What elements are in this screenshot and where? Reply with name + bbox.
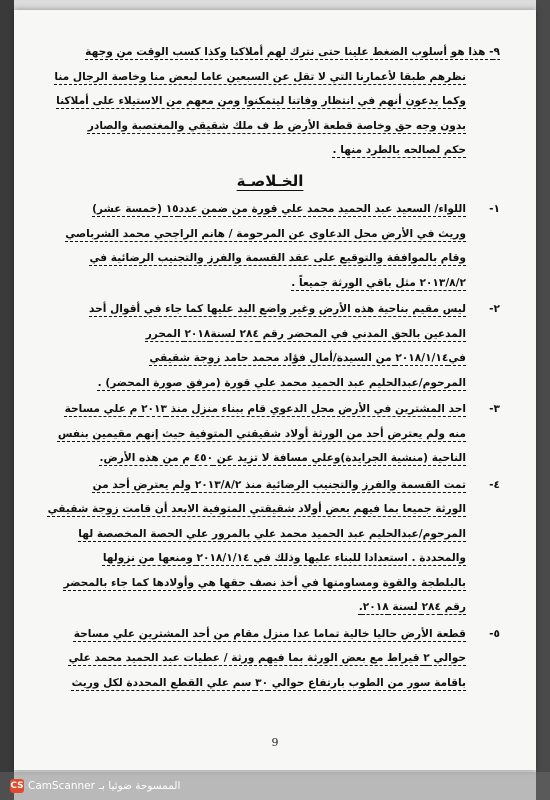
summary-item-4 bbox=[40, 473, 500, 620]
item-line: تمت القسمة والفرز والتجنيب الرضائية منذ ٢٠١٣/٨/٢ ولم يعترض أحد من bbox=[92, 478, 466, 491]
item-line: قطعة الأرض حاليا خالية تماما عدا منزل مقام من أحد المشترين علي مساحة bbox=[73, 627, 466, 640]
item-line: وقام بالموافقة والتوقيع على عقد القسمة والفرز والتجنيب الرضائية في bbox=[89, 252, 466, 264]
item-number: ٢- bbox=[489, 303, 500, 315]
item-line: بالبلطجة والقوة ومساومتها في أخذ نصف حقها هي وأولادها كما جاء بالمحضر bbox=[63, 576, 466, 589]
camscanner-badge bbox=[10, 779, 180, 793]
item-line: منه ولم يعترض أحد من الورثة أولاد شقيقتي المتوفية حيث إنهم مقيمين بنفس bbox=[57, 427, 466, 440]
item-number: ٥- bbox=[489, 627, 500, 640]
summary-item-3 bbox=[40, 397, 500, 471]
scanned-with-label: الممسوحة ضوئيا بـ bbox=[98, 780, 181, 792]
item-line: الناحية (منشية الجرايدة)وعلي مسافة لا تزيد عن ٤٥٠ م من هذه الأرض. bbox=[99, 452, 466, 464]
scan-left-edge bbox=[0, 0, 14, 800]
document-body bbox=[40, 40, 500, 697]
item-line: والمحددة . استعدادا للبناء عليها وذلك في ٢٠١٨/١/١٤ ومنعها من نزولها bbox=[102, 552, 466, 564]
scanner-watermark-bar bbox=[0, 772, 550, 800]
item-line: رقم ٢٨٤ لسنة ٢٠١٨. bbox=[358, 601, 466, 613]
item-line: الورثة جميعا بما فيهم بعض أولاد شقيقتي المتوفية الابعد أن قامت زوجة شقيقي bbox=[47, 503, 466, 515]
item-line: اللواء/ السعيد عبد الحميد محمد علي قورة من ضمن عدد١٥ (خمسة عشر) bbox=[92, 203, 466, 215]
item-line: احد المشترين في الأرض محل الدعوي قام ببناء منزل منذ ٢٠١٣ م علي مساحة bbox=[64, 403, 466, 415]
intro-line: وكما يدعون أنهم في انتظار وفاتنا ليتمكنوا ومن معهم من الاستيلاء على أملاكنا bbox=[56, 95, 466, 107]
item-line: وريث في الأرض محل الدعاوى عن المرحومة / هانم الراجحي محمد الشرباصي bbox=[65, 227, 466, 240]
page-number: 9 bbox=[271, 736, 279, 749]
intro-line: حكم لصالحه بالطرد منها . bbox=[332, 144, 466, 156]
item-number: ٣- bbox=[489, 403, 500, 415]
intro-line: ٩- هذا هو أسلوب الضغط علينا حتى نترك لهم أملاكنا وكذا كسب الوقت من وجهة bbox=[85, 46, 500, 58]
summary-item-1 bbox=[40, 197, 500, 295]
scan-right-edge bbox=[536, 0, 550, 800]
item-number: ٤- bbox=[489, 478, 500, 491]
camscanner-name: CamScanner bbox=[28, 780, 95, 792]
item-line: في٢٠١٨/١/١٤ من السيدة/أمال فؤاد محمد حامد زوجة شقيقي bbox=[149, 352, 466, 364]
item-line: ليس مقيم بناحية هذه الأرض وغير واضع اليد عليها كما جاء في أقوال أحد bbox=[89, 303, 466, 315]
item-line: ٢٠١٣/٨/٢ مثل باقي الورثة جميعاً . bbox=[291, 276, 466, 289]
intro-line: نظرهم طبقا لأعمارنا التي لا تقل عن السبعين عاما لبعض منا وخاصة الرجال منا bbox=[54, 70, 466, 83]
intro-line: بدون وجه حق وخاصة قطعة الأرض ط ف ملك شقيقي والمغتصبة والصادر bbox=[87, 119, 466, 132]
item-number: ١- bbox=[489, 203, 500, 215]
camscanner-logo-icon: CS bbox=[10, 781, 24, 791]
item-line: المرحوم/عبدالحليم عبد الحميد محمد علي بالمرور علي الحصة المخصصة لها bbox=[78, 527, 466, 540]
summary-item-5 bbox=[40, 622, 500, 696]
item-line: باقامة سور من الطوب بارتفاع حوالي ٣٠ سم علي القطع المحددة لكل وريث bbox=[71, 676, 466, 689]
summary-item-2 bbox=[40, 297, 500, 395]
item-line: المرحوم/عبدالحليم عبد الحميد محمد علي قورة (مرفق صورة المحضر) . bbox=[97, 376, 466, 389]
item-line: المدعين بالحق المدني في المحضر رقم ٢٨٤ لسنة٢٠١٨ المحرر bbox=[145, 327, 466, 340]
section-heading: الخـلاصـة bbox=[236, 171, 304, 190]
item-line: حوالي ٢ قيراط مع بعض الورثة بما فيهم ورثة / عطيات عبد الحميد محمد علي bbox=[68, 652, 466, 664]
